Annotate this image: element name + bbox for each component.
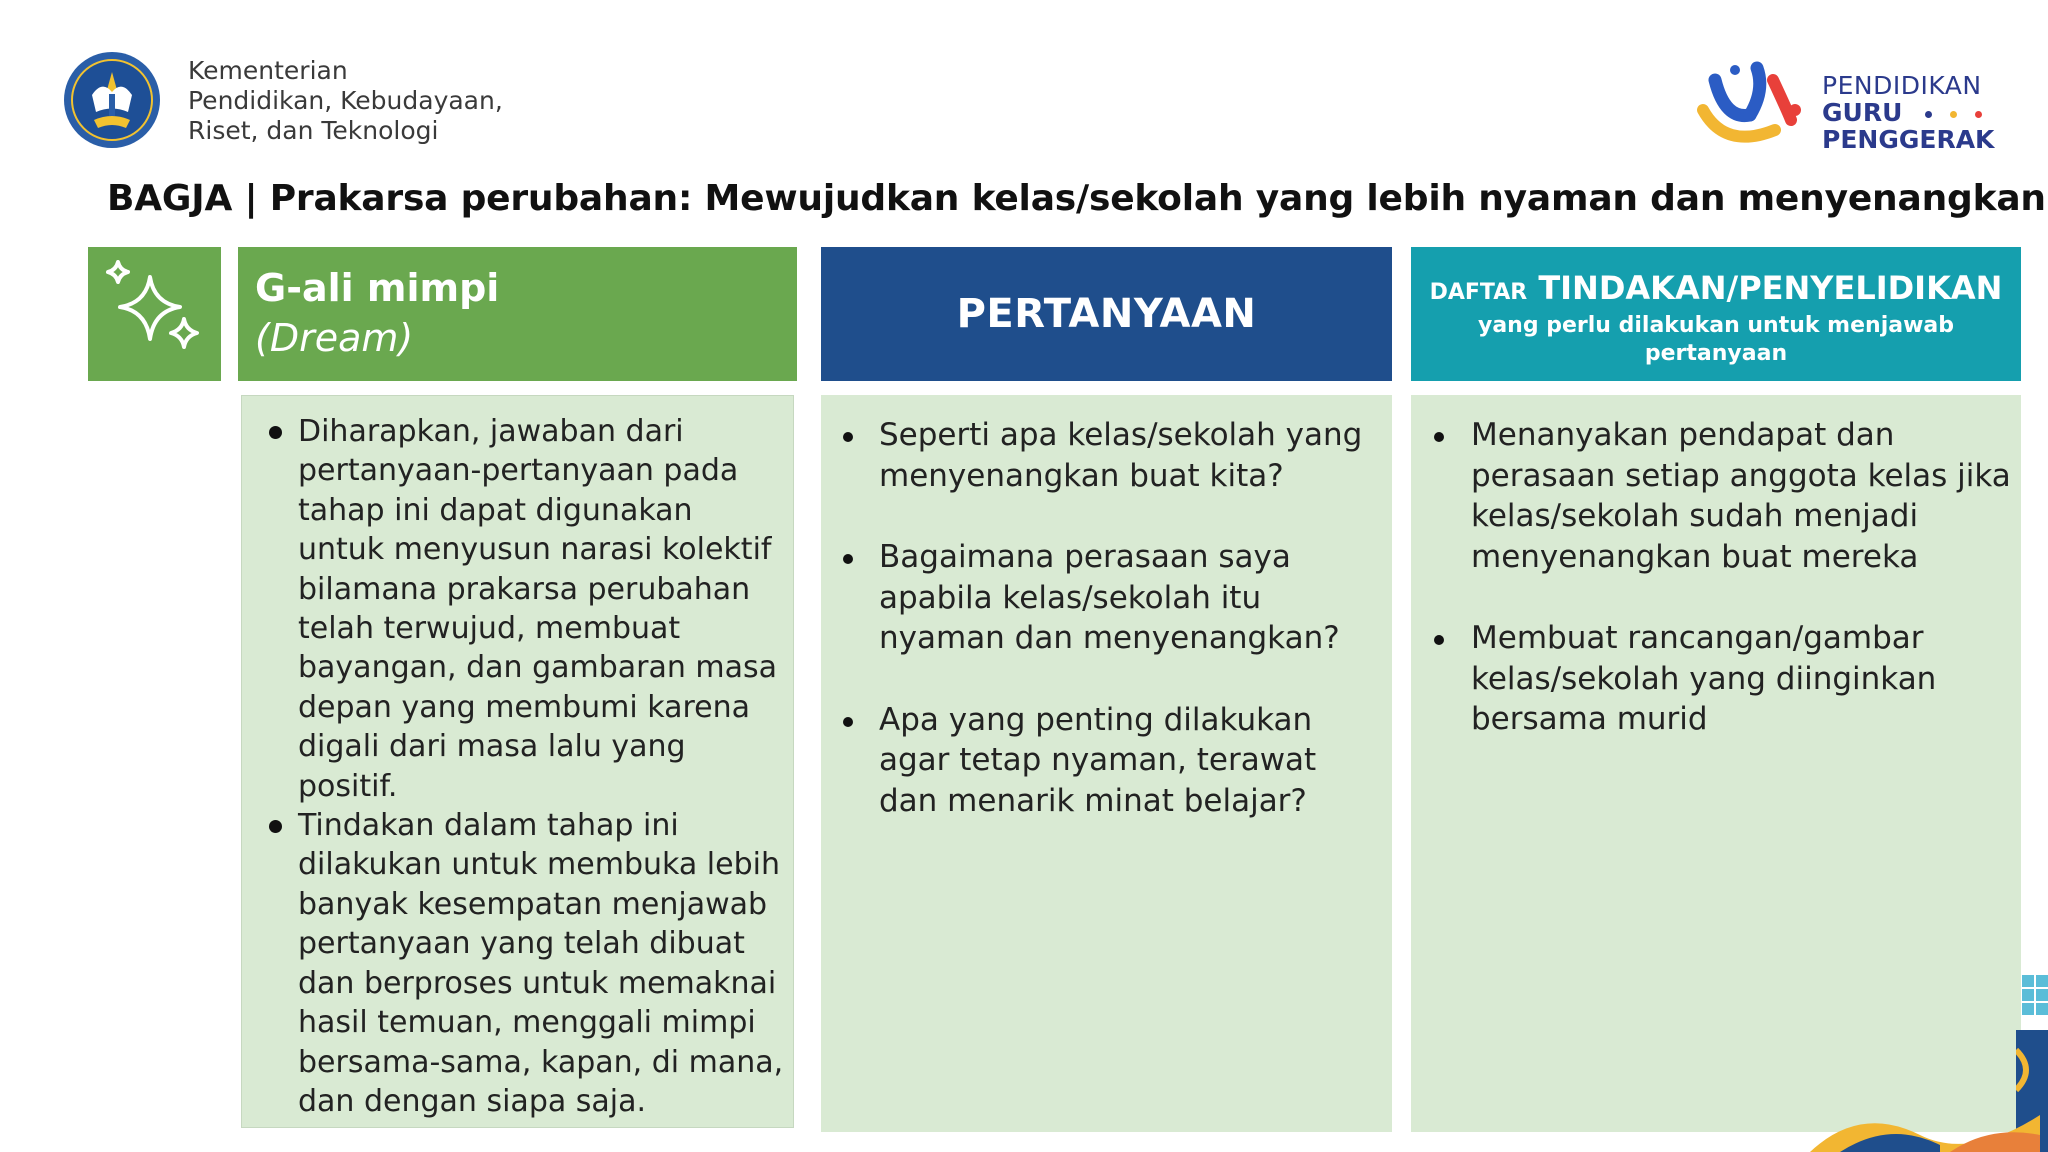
list-item: Bagaimana perasaan saya apabila kelas/sekolah itu nyaman dan menyenangkan? (879, 537, 1384, 659)
program-name-line3: PENGGERAK (1822, 125, 1995, 154)
sparkles-icon (88, 247, 221, 381)
dream-heading: G-ali mimpi (255, 266, 500, 310)
ministry-name (188, 56, 503, 146)
actions-heading-main: TINDAKAN/PENYELIDIKAN (1538, 269, 2003, 307)
program-name-guru: GURU (1822, 98, 1903, 127)
decorative-pattern (1800, 1105, 2040, 1152)
questions-heading: PERTANYAAN (956, 291, 1257, 337)
dream-subheading: (Dream) (255, 316, 414, 360)
dream-content (241, 395, 794, 1128)
dot-icon (1975, 111, 1982, 118)
actions-content (1411, 395, 2021, 1132)
ministry-name-line: Riset, dan Teknologi (188, 116, 439, 145)
actions-heading-prefix: DAFTAR (1429, 280, 1528, 305)
dream-header (238, 247, 797, 381)
page-title: BAGJA | Prakarsa perubahan: Mewujudkan kelas/sekolah yang lebih nyaman dan menyenangkan (107, 178, 2046, 219)
questions-content (821, 395, 1392, 1132)
questions-header (821, 247, 1392, 381)
list-item: Seperti apa kelas/sekolah yang menyenangkan buat kita? (879, 415, 1384, 496)
ministry-name-line: Kementerian (188, 56, 348, 85)
ministry-logo (62, 50, 162, 150)
list-item: Apa yang penting dilakukan agar tetap nyaman, terawat dan menarik minat belajar? (879, 700, 1384, 822)
list-item: Membuat rancangan/gambar kelas/sekolah yang diinginkan bersama murid (1471, 618, 2016, 740)
program-name-line1: PENDIDIKAN (1822, 71, 1982, 100)
program-name (1822, 72, 2000, 153)
questions-bullet-list (879, 415, 1384, 862)
actions-heading (1411, 269, 2021, 312)
program-logo (1695, 60, 1805, 155)
actions-bullet-list (1471, 415, 2016, 781)
list-item: Menanyakan pendapat dan perasaan setiap anggota kelas jika kelas/sekolah sudah menjadi menyenangkan buat mereka (1471, 415, 2016, 577)
program-name-line2 (1822, 99, 2000, 126)
list-item: Diharapkan, jawaban dari pertanyaan-pertanyaan pada tahap ini dapat digunakan untuk menyusun narasi kolektif bilamana prakarsa perubahan telah terwujud, membuat bayangan, dan gambaran masa depan yang membumi karena digali dari masa lalu yang positif. (298, 412, 788, 806)
dream-bullet-list (298, 412, 788, 1121)
ministry-name-line: Pendidikan, Kebudayaan, (188, 86, 503, 115)
list-item: Tindakan dalam tahap ini dilakukan untuk membuka lebih banyak kesempatan menjawab pertanyaan yang telah dibuat dan berproses untuk memaknai hasil temuan, menggali mimpi bersama-sama, kapan, di mana, dan dengan siapa saja. (298, 806, 788, 1121)
program-dots (1925, 99, 2000, 126)
dot-icon (1925, 111, 1932, 118)
sparkles-icon-box (88, 247, 221, 381)
actions-subheading: yang perlu dilakukan untuk menjawab pertanyaan (1477, 313, 1954, 366)
dot-icon (1950, 111, 1957, 118)
actions-header (1411, 247, 2021, 381)
